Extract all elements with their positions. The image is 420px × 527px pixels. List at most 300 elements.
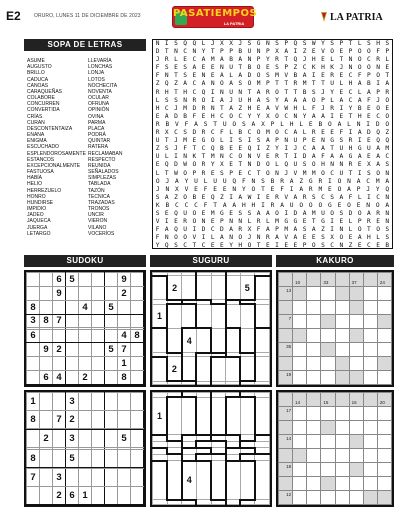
grid-letter[interactable]: O <box>330 209 335 217</box>
grid-letter[interactable]: N <box>247 161 252 169</box>
grid-letter[interactable]: R <box>265 88 270 96</box>
grid-letter[interactable]: L <box>229 129 233 137</box>
sudoku-cell[interactable] <box>79 393 92 411</box>
sudoku-cell[interactable] <box>40 393 53 411</box>
grid-letter[interactable]: Y <box>247 112 252 120</box>
grid-letter[interactable]: S <box>265 96 270 104</box>
grid-letter[interactable]: N <box>210 104 215 112</box>
grid-letter[interactable]: A <box>220 96 224 104</box>
grid-letter[interactable]: R <box>164 56 169 64</box>
grid-letter[interactable]: C <box>302 145 307 153</box>
grid-letter[interactable]: Q <box>385 185 390 193</box>
sudoku-cell[interactable]: 6 <box>27 329 40 343</box>
grid-letter[interactable]: O <box>275 129 279 137</box>
grid-letter[interactable]: E <box>357 161 362 169</box>
suguru-cell[interactable] <box>153 328 168 352</box>
kakuro-cell[interactable] <box>377 435 391 449</box>
grid-letter[interactable]: N <box>348 64 353 72</box>
sudoku-cell[interactable] <box>53 357 66 371</box>
grid-letter[interactable]: T <box>247 88 252 96</box>
grid-letter[interactable]: R <box>201 104 206 112</box>
grid-letter[interactable]: N <box>229 218 233 226</box>
kakuro-cell[interactable] <box>293 435 307 449</box>
grid-letter[interactable]: A <box>220 72 224 80</box>
grid-letter[interactable]: Y <box>184 177 189 185</box>
grid-letter[interactable]: C <box>385 153 390 161</box>
grid-letter[interactable]: R <box>348 137 353 145</box>
grid-letter[interactable]: A <box>256 96 261 104</box>
sudoku-cell[interactable] <box>92 410 105 428</box>
grid-letter[interactable]: D <box>247 72 252 80</box>
sudoku-cell[interactable] <box>92 314 105 328</box>
grid-letter[interactable]: E <box>339 112 344 120</box>
grid-letter[interactable]: O <box>328 120 332 128</box>
kakuro-cell[interactable] <box>321 449 335 463</box>
suguru-cell[interactable] <box>196 461 211 500</box>
grid-letter[interactable]: I <box>311 72 316 80</box>
sudoku-cell[interactable] <box>105 486 118 504</box>
sudoku-cell[interactable] <box>40 449 53 467</box>
grid-letter[interactable]: C <box>210 129 215 137</box>
grid-letter[interactable]: I <box>330 218 335 226</box>
grid-letter[interactable]: R <box>201 129 206 137</box>
grid-letter[interactable]: C <box>183 242 188 250</box>
sudoku-cell[interactable] <box>40 357 53 371</box>
grid-letter[interactable]: C <box>184 201 189 209</box>
sudoku-board-1[interactable] <box>24 270 146 387</box>
suguru-cell[interactable] <box>211 276 226 300</box>
grid-letter[interactable]: Q <box>201 88 206 96</box>
grid-letter[interactable]: N <box>256 234 261 242</box>
grid-letter[interactable]: D <box>293 209 298 217</box>
grid-letter[interactable]: U <box>330 80 335 88</box>
suguru-cell[interactable] <box>211 328 226 352</box>
grid-letter[interactable]: E <box>238 145 243 153</box>
grid-letter[interactable]: P <box>367 72 371 80</box>
grid-letter[interactable]: H <box>247 96 252 104</box>
grid-letter[interactable]: T <box>339 56 344 64</box>
kakuro-cell[interactable] <box>307 491 321 505</box>
sudoku-cell[interactable] <box>66 314 79 328</box>
grid-letter[interactable]: E <box>155 112 160 120</box>
kakuro-cell[interactable] <box>377 329 391 343</box>
grid-letter[interactable]: F <box>321 153 325 161</box>
grid-letter[interactable]: S <box>238 80 243 88</box>
grid-letter[interactable]: U <box>183 226 188 234</box>
grid-letter[interactable]: L <box>348 226 353 234</box>
grid-letter[interactable]: T <box>164 169 169 177</box>
grid-letter[interactable]: O <box>275 112 279 120</box>
kakuro-cell[interactable] <box>349 343 363 357</box>
grid-letter[interactable]: S <box>164 96 169 104</box>
kakuro-cell[interactable] <box>363 435 377 449</box>
grid-letter[interactable]: T <box>213 120 218 128</box>
grid-letter[interactable]: T <box>284 80 289 88</box>
grid-letter[interactable]: P <box>321 96 325 104</box>
grid-letter[interactable]: S <box>256 137 261 145</box>
grid-letter[interactable]: M <box>375 177 380 185</box>
grid-letter[interactable]: T <box>284 153 289 161</box>
grid-letter[interactable]: I <box>229 193 233 201</box>
grid-letter[interactable]: M <box>256 80 261 88</box>
grid-letter[interactable]: H <box>293 104 298 112</box>
grid-letter[interactable]: R <box>385 88 390 96</box>
grid-letter[interactable]: N <box>247 153 252 161</box>
grid-letter[interactable]: J <box>247 234 252 242</box>
grid-letter[interactable]: O <box>238 153 243 161</box>
kakuro-cell[interactable] <box>363 287 377 301</box>
grid-letter[interactable]: Q <box>293 40 298 47</box>
grid-letter[interactable]: N <box>164 234 169 242</box>
grid-letter[interactable]: M <box>284 226 289 234</box>
grid-letter[interactable]: H <box>164 88 169 96</box>
grid-letter[interactable]: G <box>256 40 261 47</box>
grid-letter[interactable]: D <box>192 129 197 137</box>
grid-letter[interactable]: Q <box>385 137 390 145</box>
grid-letter[interactable]: H <box>251 201 256 209</box>
suguru-cell[interactable] <box>255 461 270 500</box>
grid-letter[interactable]: P <box>256 56 261 64</box>
grid-letter[interactable]: R <box>376 56 380 64</box>
grid-letter[interactable]: Y <box>275 145 279 153</box>
grid-letter[interactable]: I <box>256 193 261 201</box>
suguru-cell[interactable] <box>255 397 270 434</box>
sudoku-board-2[interactable] <box>24 390 146 507</box>
kakuro-cell[interactable] <box>363 371 377 385</box>
sudoku-cell[interactable]: 5 <box>105 343 118 357</box>
grid-letter[interactable]: L <box>155 96 160 104</box>
kakuro-cell[interactable] <box>307 463 321 477</box>
grid-letter[interactable]: N <box>385 209 390 217</box>
grid-letter[interactable]: O <box>256 129 261 137</box>
grid-letter[interactable]: M <box>183 104 188 112</box>
suguru-board-2[interactable] <box>150 390 272 507</box>
grid-letter[interactable]: J <box>339 64 344 72</box>
grid-letter[interactable]: W <box>311 40 316 47</box>
grid-letter[interactable]: E <box>367 104 371 112</box>
sudoku-cell[interactable] <box>53 300 66 314</box>
sudoku-cell[interactable] <box>79 410 92 428</box>
grid-letter[interactable]: S <box>155 193 160 201</box>
grid-letter[interactable]: M <box>275 218 279 226</box>
grid-letter[interactable]: F <box>155 64 160 72</box>
sudoku-cell[interactable] <box>92 486 105 504</box>
sudoku-cell[interactable]: 2 <box>53 486 66 504</box>
grid-letter[interactable]: X <box>220 40 224 47</box>
grid-letter[interactable]: V <box>321 48 325 56</box>
grid-letter[interactable]: O <box>232 120 237 128</box>
grid-letter[interactable]: A <box>265 137 270 145</box>
grid-letter[interactable]: R <box>201 169 206 177</box>
grid-letter[interactable]: Z <box>155 80 160 88</box>
grid-letter[interactable]: T <box>220 104 224 112</box>
grid-letter[interactable]: N <box>256 48 261 56</box>
grid-letter[interactable]: N <box>201 218 206 226</box>
grid-letter[interactable]: F <box>220 129 224 137</box>
grid-letter[interactable]: R <box>192 96 197 104</box>
grid-letter[interactable]: M <box>311 209 316 217</box>
grid-letter[interactable]: A <box>251 120 256 128</box>
grid-letter[interactable]: G <box>357 145 362 153</box>
grid-letter[interactable]: A <box>293 129 298 137</box>
grid-letter[interactable]: I <box>284 209 289 217</box>
grid-letter[interactable]: Q <box>376 137 380 145</box>
grid-letter[interactable]: N <box>348 56 353 64</box>
grid-letter[interactable]: U <box>229 88 233 96</box>
sudoku-cell[interactable]: 8 <box>40 314 53 328</box>
grid-letter[interactable]: O <box>275 209 279 217</box>
sudoku-cell[interactable]: 4 <box>79 300 92 314</box>
kakuro-cell[interactable] <box>335 491 349 505</box>
grid-letter[interactable]: A <box>339 96 344 104</box>
grid-letter[interactable]: F <box>367 96 371 104</box>
sudoku-cell[interactable] <box>105 329 118 343</box>
suguru-cell[interactable] <box>240 304 255 328</box>
grid-letter[interactable]: L <box>265 218 270 226</box>
grid-letter[interactable]: R <box>155 88 160 96</box>
grid-letter[interactable]: P <box>229 48 233 56</box>
kakuro-cell[interactable] <box>335 449 349 463</box>
grid-letter[interactable]: M <box>210 56 215 64</box>
grid-letter[interactable]: F <box>192 112 197 120</box>
kakuro-cell[interactable] <box>363 343 377 357</box>
grid-letter[interactable]: O <box>321 169 325 177</box>
grid-letter[interactable]: B <box>385 242 390 250</box>
sudoku-cell[interactable] <box>131 371 144 385</box>
grid-letter[interactable]: S <box>275 64 279 72</box>
grid-letter[interactable]: I <box>357 169 362 177</box>
grid-letter[interactable]: I <box>293 153 298 161</box>
sudoku-cell[interactable] <box>66 357 79 371</box>
grid-letter[interactable]: O <box>265 161 270 169</box>
sudoku-cell[interactable]: 7 <box>53 410 66 428</box>
kakuro-cell[interactable] <box>307 301 321 315</box>
grid-letter[interactable]: N <box>376 64 380 72</box>
grid-letter[interactable]: O <box>192 161 197 169</box>
suguru-cell[interactable] <box>167 500 182 505</box>
grid-letter[interactable]: J <box>174 145 178 153</box>
sudoku-cell[interactable] <box>40 286 53 300</box>
grid-letter[interactable]: D <box>220 226 224 234</box>
grid-letter[interactable]: H <box>183 88 188 96</box>
grid-letter[interactable]: I <box>357 137 362 145</box>
grid-letter[interactable]: H <box>247 104 252 112</box>
grid-letter[interactable]: S <box>164 145 169 153</box>
grid-letter[interactable]: A <box>164 112 169 120</box>
grid-letter[interactable]: I <box>229 137 233 145</box>
grid-letter[interactable]: D <box>367 129 371 137</box>
kakuro-cell[interactable] <box>321 329 335 343</box>
grid-letter[interactable]: Q <box>183 40 188 47</box>
grid-letter[interactable]: Z <box>238 104 243 112</box>
grid-letter[interactable]: D <box>348 209 353 217</box>
kakuro-cell[interactable] <box>363 477 377 491</box>
grid-letter[interactable]: K <box>311 64 316 72</box>
kakuro-cell[interactable] <box>335 477 349 491</box>
grid-letter[interactable]: A <box>284 48 289 56</box>
grid-letter[interactable]: N <box>183 96 188 104</box>
grid-letter[interactable]: A <box>321 145 325 153</box>
grid-letter[interactable]: M <box>302 169 307 177</box>
grid-letter[interactable]: K <box>192 153 197 161</box>
sudoku-cell[interactable] <box>27 486 40 504</box>
grid-letter[interactable]: O <box>183 193 188 201</box>
grid-letter[interactable]: O <box>318 201 323 209</box>
suguru-cell[interactable] <box>211 381 226 384</box>
grid-letter[interactable]: P <box>270 120 275 128</box>
grid-letter[interactable]: A <box>265 209 270 217</box>
grid-letter[interactable]: X <box>164 129 169 137</box>
suguru-cell[interactable] <box>255 304 270 328</box>
sudoku-cell[interactable]: 1 <box>27 393 40 411</box>
sudoku-cell[interactable] <box>118 300 131 314</box>
grid-letter[interactable]: O <box>311 242 316 250</box>
grid-letter[interactable]: O <box>247 80 252 88</box>
grid-letter[interactable]: S <box>220 169 224 177</box>
grid-letter[interactable]: E <box>201 209 206 217</box>
kakuro-cell[interactable] <box>321 463 335 477</box>
grid-letter[interactable]: E <box>321 129 325 137</box>
grid-letter[interactable]: Q <box>210 145 215 153</box>
grid-letter[interactable]: A <box>302 96 307 104</box>
grid-letter[interactable]: S <box>247 40 252 47</box>
grid-letter[interactable]: A <box>229 80 233 88</box>
grid-letter[interactable]: B <box>165 120 170 128</box>
suguru-cell[interactable]: 4 <box>182 461 197 500</box>
grid-letter[interactable]: W <box>183 161 188 169</box>
grid-letter[interactable]: U <box>238 96 243 104</box>
grid-letter[interactable]: C <box>348 96 353 104</box>
kakuro-cell[interactable] <box>307 329 321 343</box>
grid-letter[interactable]: B <box>192 193 197 201</box>
kakuro-cell[interactable] <box>335 407 349 421</box>
grid-letter[interactable]: F <box>183 145 188 153</box>
grid-letter[interactable]: J <box>321 104 325 112</box>
sudoku-cell[interactable]: 7 <box>27 469 40 487</box>
sudoku-cell[interactable] <box>27 430 40 448</box>
grid-letter[interactable]: N <box>330 161 335 169</box>
grid-letter[interactable]: T <box>192 145 197 153</box>
sudoku-cell[interactable] <box>92 393 105 411</box>
grid-letter[interactable]: O <box>311 96 316 104</box>
sudoku-cell[interactable]: 8 <box>27 300 40 314</box>
kakuro-cell[interactable] <box>335 329 349 343</box>
suguru-board-1[interactable] <box>150 270 272 387</box>
grid-letter[interactable]: Y <box>302 112 307 120</box>
grid-letter[interactable]: E <box>183 56 188 64</box>
grid-letter[interactable]: O <box>385 120 390 128</box>
grid-letter[interactable]: O <box>375 201 380 209</box>
kakuro-cell[interactable] <box>321 407 335 421</box>
sudoku-cell[interactable] <box>66 286 79 300</box>
grid-letter[interactable]: A <box>256 209 261 217</box>
grid-letter[interactable]: N <box>183 153 188 161</box>
kakuro-cell[interactable] <box>363 301 377 315</box>
grid-letter[interactable]: E <box>229 209 233 217</box>
grid-letter[interactable]: T <box>192 242 197 250</box>
grid-letter[interactable]: E <box>339 218 344 226</box>
grid-letter[interactable]: C <box>192 56 197 64</box>
sudoku-cell[interactable] <box>53 329 66 343</box>
sudoku-cell[interactable]: 6 <box>53 273 66 287</box>
grid-letter[interactable]: C <box>247 129 252 137</box>
sudoku-cell[interactable] <box>79 357 92 371</box>
grid-letter[interactable]: C <box>247 169 252 177</box>
grid-letter[interactable]: I <box>256 145 261 153</box>
sudoku-cell[interactable]: 9 <box>40 343 53 357</box>
kakuro-cell[interactable] <box>307 449 321 463</box>
grid-letter[interactable]: O <box>256 64 261 72</box>
grid-letter[interactable]: Z <box>293 64 298 72</box>
grid-letter[interactable]: E <box>356 201 361 209</box>
grid-letter[interactable]: E <box>155 161 160 169</box>
grid-letter[interactable]: E <box>367 112 371 120</box>
kakuro-cell[interactable] <box>307 435 321 449</box>
grid-letter[interactable]: Q <box>210 193 215 201</box>
grid-letter[interactable]: B <box>229 56 233 64</box>
grid-letter[interactable]: A <box>220 234 224 242</box>
grid-letter[interactable]: C <box>321 193 325 201</box>
grid-letter[interactable]: O <box>308 201 313 209</box>
grid-letter[interactable]: A <box>220 56 224 64</box>
suguru-cell[interactable] <box>226 357 241 381</box>
grid-letter[interactable]: A <box>357 153 362 161</box>
kakuro-cell[interactable] <box>307 343 321 357</box>
grid-letter[interactable]: P <box>302 242 307 250</box>
grid-letter[interactable]: E <box>270 185 275 193</box>
sudoku-cell[interactable] <box>79 329 92 343</box>
grid-letter[interactable]: Q <box>293 56 298 64</box>
kakuro-cell[interactable] <box>293 343 307 357</box>
grid-letter[interactable]: J <box>238 40 243 47</box>
grid-letter[interactable]: C <box>284 129 289 137</box>
grid-letter[interactable]: N <box>293 112 298 120</box>
grid-letter[interactable]: M <box>318 185 323 193</box>
sudoku-cell[interactable]: 8 <box>131 329 144 343</box>
sudoku-cell[interactable] <box>105 314 118 328</box>
kakuro-cell[interactable] <box>377 343 391 357</box>
grid-letter[interactable]: N <box>164 72 169 80</box>
suguru-cell[interactable] <box>226 500 241 505</box>
grid-letter[interactable]: C <box>220 112 224 120</box>
sudoku-cell[interactable] <box>79 343 92 357</box>
grid-letter[interactable]: I <box>201 234 206 242</box>
grid-letter[interactable]: S <box>321 242 325 250</box>
grid-letter[interactable]: U <box>293 161 298 169</box>
suguru-cell[interactable] <box>167 381 182 384</box>
kakuro-cell[interactable] <box>293 421 307 435</box>
kakuro-cell[interactable] <box>321 371 335 385</box>
suguru-cell[interactable] <box>255 328 270 352</box>
grid-letter[interactable]: A <box>367 209 371 217</box>
grid-letter[interactable]: Y <box>375 185 380 193</box>
sudoku-cell[interactable] <box>27 357 40 371</box>
grid-letter[interactable]: S <box>367 169 371 177</box>
suguru-cell[interactable] <box>211 500 226 505</box>
grid-letter[interactable]: D <box>375 120 380 128</box>
kakuro-cell[interactable] <box>307 287 321 301</box>
sudoku-cell[interactable]: 2 <box>118 286 131 300</box>
grid-letter[interactable]: O <box>174 234 178 242</box>
grid-letter[interactable]: N <box>339 161 344 169</box>
grid-letter[interactable]: L <box>280 120 284 128</box>
grid-letter[interactable]: T <box>213 201 218 209</box>
grid-letter[interactable]: Y <box>241 185 246 193</box>
kakuro-cell[interactable] <box>377 477 391 491</box>
grid-letter[interactable]: U <box>222 120 227 128</box>
grid-letter[interactable]: E <box>192 137 197 145</box>
grid-letter[interactable]: E <box>210 72 215 80</box>
